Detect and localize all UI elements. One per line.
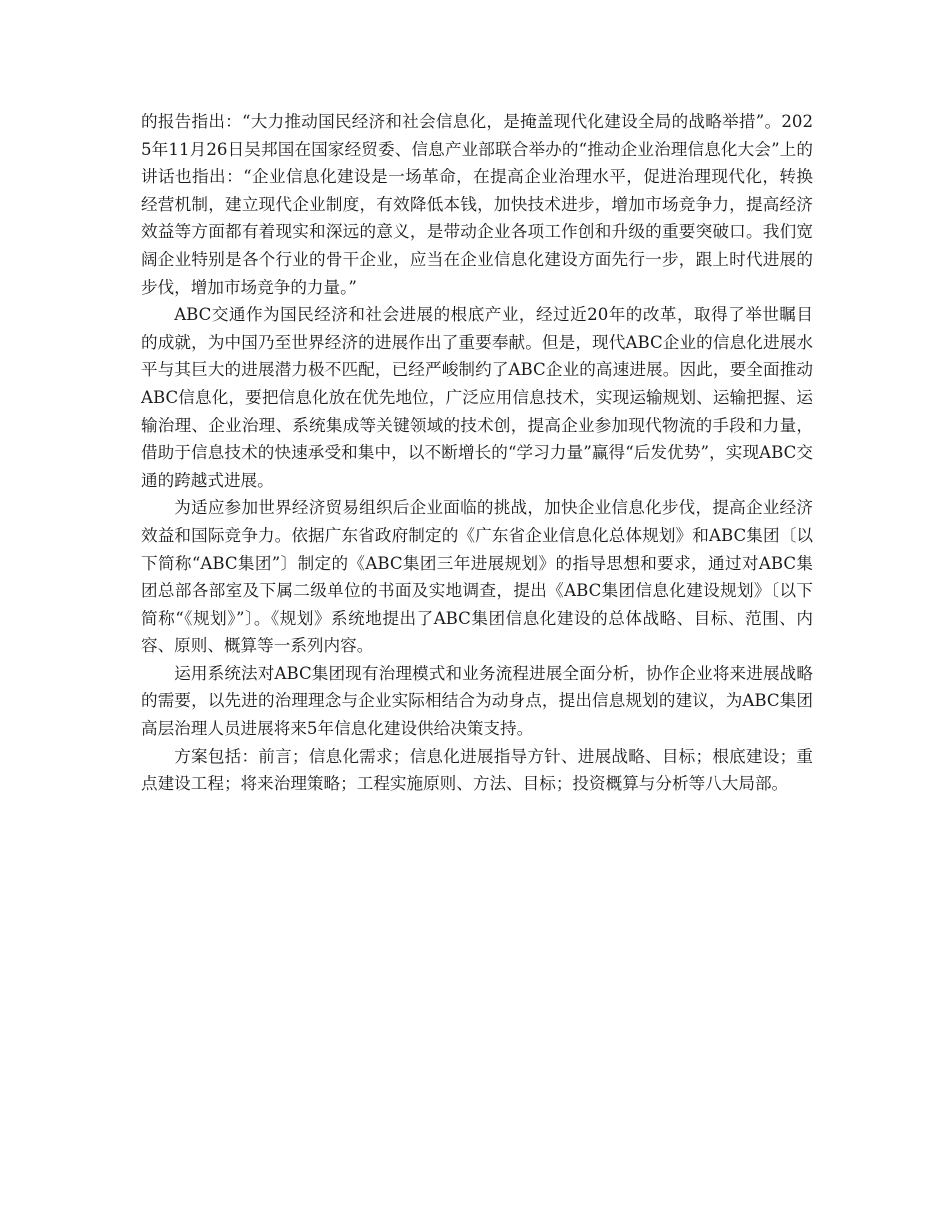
document-body <box>141 108 813 798</box>
paragraph-4: 运用系统法对ABC集团现有治理模式和业务流程进展全面分析，协作企业将来进展战略的需要，以先进的治理理念与企业实际相结合为动身点，提出信息规划的建议，为ABC集团高层治理人员进展将来5年信息化建设供给决策支持。 <box>141 663 813 739</box>
paragraph-5: 方案包括：前言；信息化需求；信息化进展指导方针、进展战略、目标；根底建设；重点建设工程；将来治理策略；工程实施原则、方法、目标；投资概算与分析等八大局部。 <box>141 746 813 794</box>
paragraph-1: 的报告指出：“大力推动国民经济和社会信息化，是掩盖现代化建设全局的战略举措”。2025年11月26日吴邦国在国家经贸委、信息产业部联合举办的“推动企业治理信息化大会”上的讲话也指出：“企业信息化建设是一场革命，在提高企业治理水平，促进治理现代化，转换经营机制，建立现代企业制度，有效降低本钱，加快技术进步，增加市场竞争力，提高经济效益等方面都有着现实和深远的意义，是带动企业各项工作创和升级的重要突破口。我们宽阔企业特别是各个行业的骨干企业，应当在企业信息化建设方面先行一步，跟上时代进展的步伐，增加市场竞争的力量。” <box>141 112 813 297</box>
paragraph-3: 为适应参加世界经济贸易组织后企业面临的挑战，加快企业信息化步伐，提高企业经济效益和国际竞争力。依据广东省政府制定的《广东省企业信息化总体规划》和ABC集团〔以下简称“ABC集团”〕制定的《ABC集团三年进展规划》的指导思想和要求，通过对ABC集团总部各部室及下属二级单位的书面及实地调查，提出《ABC集团信息化建设规划》〔以下简称“《规划》”〕。《规划》系统地提出了ABC集团信息化建设的总体战略、目标、范围、内容、原则、概算等一系列内容。 <box>141 498 813 656</box>
paragraph-2: ABC交通作为国民经济和社会进展的根底产业，经过近20年的改革，取得了举世瞩目的成就，为中国乃至世界经济的进展作出了重要奉献。但是，现代ABC企业的信息化进展水平与其巨大的进展潜力极不匹配，已经严峻制约了ABC企业的高速进展。因此，要全面推动ABC信息化，要把信息化放在优先地位，广泛应用信息技术，实现运输规划、运输把握、运输治理、企业治理、系统集成等关键领域的技术创，提高企业参加现代物流的手段和力量，借助于信息技术的快速承受和集中，以不断增长的“学习力量”赢得“后发优势”，实现ABC交通的跨越式进展。 <box>141 305 813 490</box>
